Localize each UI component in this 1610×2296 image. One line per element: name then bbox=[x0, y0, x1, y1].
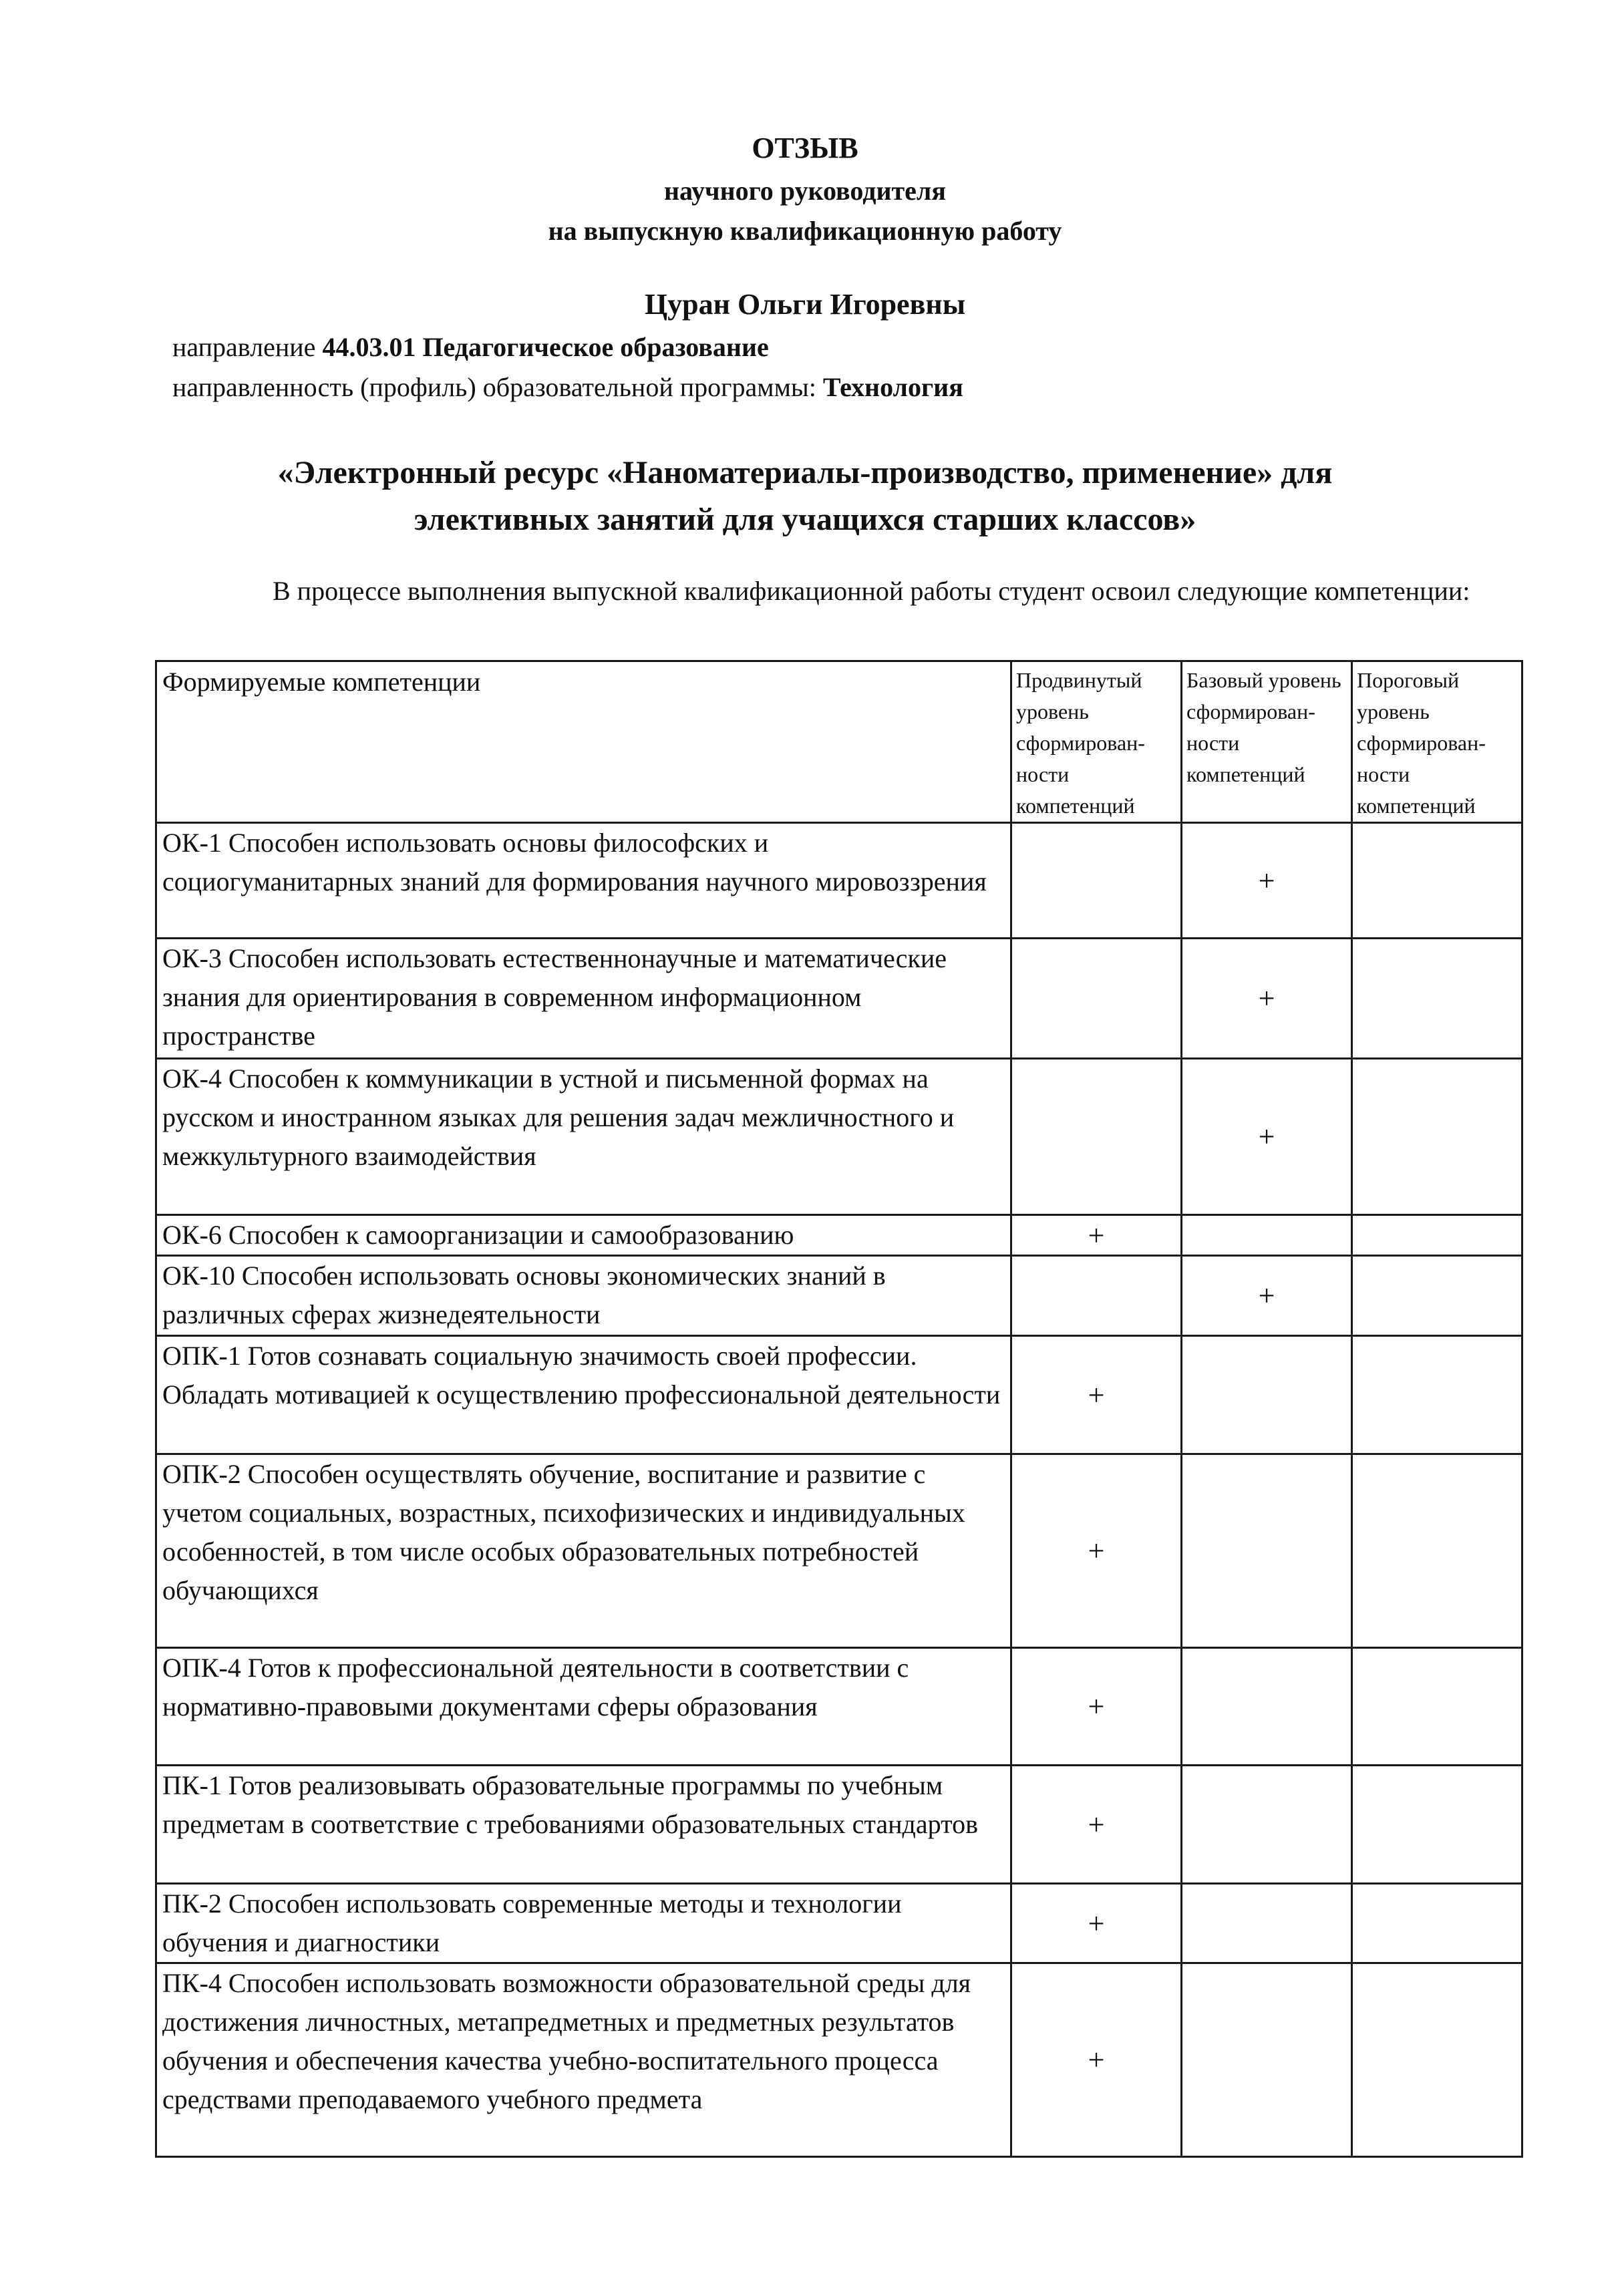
header-threshold-level: Пороговый уровень сформирован-ности компетенций bbox=[1352, 661, 1522, 823]
table-row bbox=[156, 1648, 1522, 1766]
threshold-mark bbox=[1352, 1059, 1522, 1215]
profile-line bbox=[172, 371, 963, 403]
table-row bbox=[156, 939, 1522, 1059]
header-competencies: Формируемые компетенции bbox=[156, 661, 1011, 823]
competency-table bbox=[155, 660, 1523, 2158]
basic-mark bbox=[1182, 1884, 1352, 1963]
competency-text: ОПК-2 Способен осуществлять обучение, воспитание и развитие с учетом социальных, возрастных, психофизических и индивидуальных особенностей, в том числе особых образовательных потребностей обучающихся bbox=[156, 1454, 1011, 1648]
table-row bbox=[156, 1766, 1522, 1884]
advanced-mark bbox=[1011, 1256, 1182, 1336]
table-row bbox=[156, 1884, 1522, 1963]
threshold-mark bbox=[1352, 939, 1522, 1059]
threshold-mark bbox=[1352, 1215, 1522, 1256]
table-row bbox=[156, 1215, 1522, 1256]
document-title: ОТЗЫВ bbox=[752, 132, 858, 164]
table-row bbox=[156, 1336, 1522, 1454]
work-title-line-1: «Электронный ресурс «Наноматериалы-производство, применение» для bbox=[277, 455, 1333, 490]
advanced-mark: + bbox=[1011, 1963, 1182, 2157]
competency-text: ОК-1 Способен использовать основы философских и социогуманитарных знаний для формирования научного мировоззрения bbox=[156, 823, 1011, 939]
table-row bbox=[156, 1454, 1522, 1648]
advanced-mark bbox=[1011, 939, 1182, 1059]
profile-value: Технология bbox=[822, 372, 963, 402]
basic-mark bbox=[1182, 1648, 1352, 1766]
work-title-line-2: элективных занятий для учащихся старших классов» bbox=[414, 502, 1196, 537]
basic-mark: + bbox=[1182, 823, 1352, 939]
table-row bbox=[156, 1963, 1522, 2157]
competency-text: ОК-3 Способен использовать естественнонаучные и математические знания для ориентирования в современном информационном пространстве bbox=[156, 939, 1011, 1059]
advanced-mark: + bbox=[1011, 1215, 1182, 1256]
basic-mark: + bbox=[1182, 939, 1352, 1059]
header-basic-level: Базовый уровень сформирован-ности компетенций bbox=[1182, 661, 1352, 823]
table-header-row bbox=[156, 661, 1522, 823]
intro-paragraph: В процессе выполнения выпускной квалификационной работы студент освоил следующие компетенции: bbox=[273, 576, 1470, 606]
threshold-mark bbox=[1352, 823, 1522, 939]
advanced-mark bbox=[1011, 1059, 1182, 1215]
direction-value: 44.03.01 Педагогическое образование bbox=[322, 332, 769, 362]
advanced-mark: + bbox=[1011, 1648, 1182, 1766]
threshold-mark bbox=[1352, 1454, 1522, 1648]
competency-text: ОПК-1 Готов сознавать социальную значимость своей профессии. Обладать мотивацией к осуществлению профессиональной деятельности bbox=[156, 1336, 1011, 1454]
direction-line bbox=[172, 331, 769, 363]
competency-text: ОПК-4 Готов к профессиональной деятельности в соответствии с нормативно-правовыми документами сферы образования bbox=[156, 1648, 1011, 1766]
basic-mark bbox=[1182, 1454, 1352, 1648]
document-subtitle-line-1: научного руководителя bbox=[664, 176, 946, 206]
basic-mark bbox=[1182, 1766, 1352, 1884]
competency-text: ПК-2 Способен использовать современные методы и технологии обучения и диагностики bbox=[156, 1884, 1011, 1963]
table-row bbox=[156, 1059, 1522, 1215]
basic-mark: + bbox=[1182, 1256, 1352, 1336]
advanced-mark: + bbox=[1011, 1766, 1182, 1884]
threshold-mark bbox=[1352, 1336, 1522, 1454]
advanced-mark: + bbox=[1011, 1884, 1182, 1963]
direction-label: направление bbox=[172, 332, 323, 362]
student-name: Цуран Ольги Игоревны bbox=[644, 288, 966, 321]
advanced-mark: + bbox=[1011, 1336, 1182, 1454]
threshold-mark bbox=[1352, 1648, 1522, 1766]
table-row bbox=[156, 1256, 1522, 1336]
table-row bbox=[156, 823, 1522, 939]
advanced-mark bbox=[1011, 823, 1182, 939]
competency-text: ОК-10 Способен использовать основы экономических знаний в различных сферах жизнедеятельности bbox=[156, 1256, 1011, 1336]
threshold-mark bbox=[1352, 1256, 1522, 1336]
competency-text: ПК-1 Готов реализовывать образовательные программы по учебным предметам в соответствие с требованиями образовательных стандартов bbox=[156, 1766, 1011, 1884]
competency-text: ОК-6 Способен к самоорганизации и самообразованию bbox=[156, 1215, 1011, 1256]
basic-mark bbox=[1182, 1963, 1352, 2157]
profile-label: направленность (профиль) образовательной программы: bbox=[172, 372, 823, 402]
threshold-mark bbox=[1352, 1884, 1522, 1963]
basic-mark bbox=[1182, 1336, 1352, 1454]
competency-text: ОК-4 Способен к коммуникации в устной и письменной формах на русском и иностранном языках для решения задач межличностного и межкультурного взаимодействия bbox=[156, 1059, 1011, 1215]
threshold-mark bbox=[1352, 1963, 1522, 2157]
basic-mark bbox=[1182, 1215, 1352, 1256]
threshold-mark bbox=[1352, 1766, 1522, 1884]
header-advanced-level: Продвинутый уровень сформирован-ности компетенций bbox=[1011, 661, 1182, 823]
basic-mark: + bbox=[1182, 1059, 1352, 1215]
advanced-mark: + bbox=[1011, 1454, 1182, 1648]
document-subtitle-line-2: на выпускную квалификационную работу bbox=[548, 216, 1062, 246]
competency-text: ПК-4 Способен использовать возможности образовательной среды для достижения личностных, метапредметных и предметных результатов обучения и обеспечения качества учебно-воспитательного процесса средствами преподаваемого учебного предмета bbox=[156, 1963, 1011, 2157]
